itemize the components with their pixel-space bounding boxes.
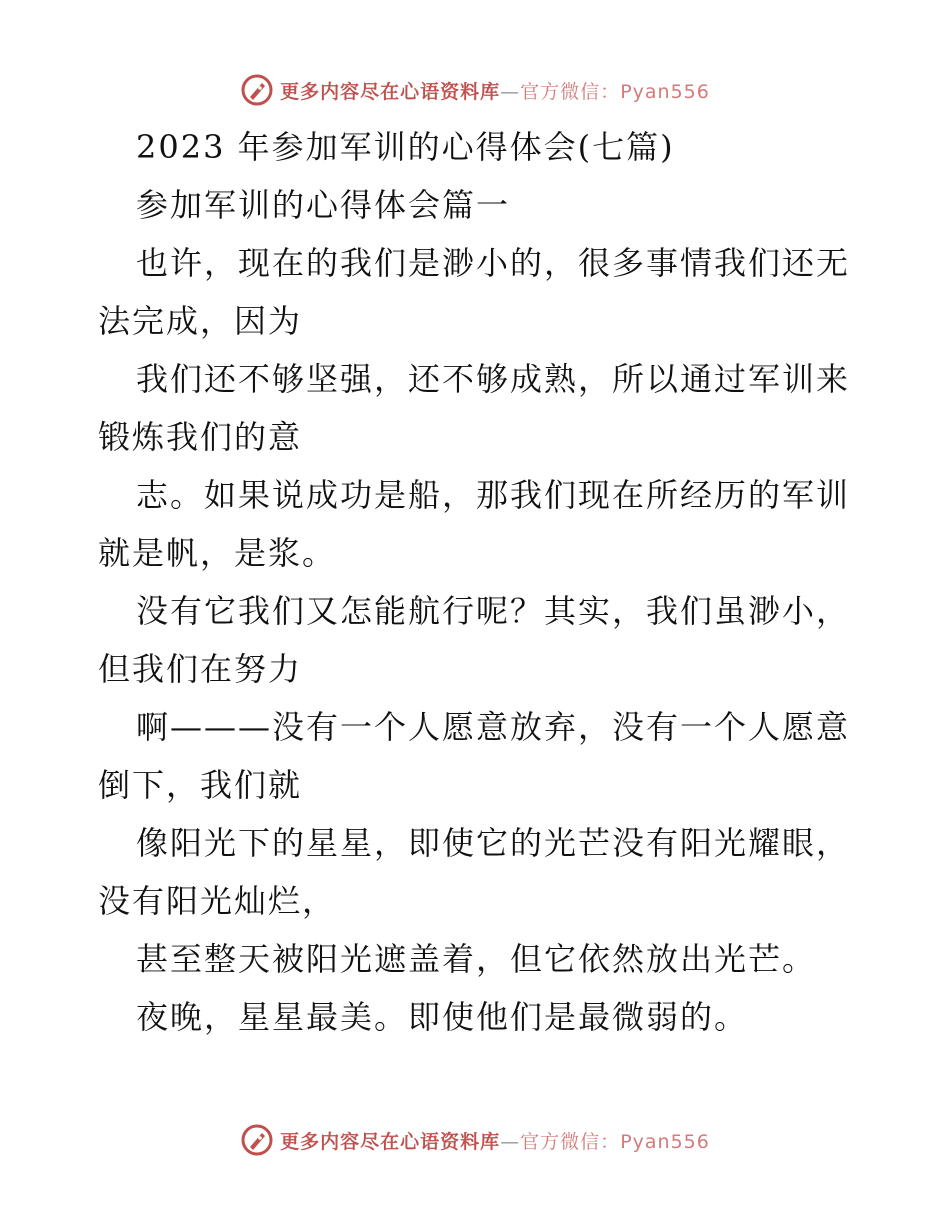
watermark-text: 更多内容尽在心语资料库—官方微信：Pyan556 bbox=[280, 80, 710, 103]
watermark-text: 更多内容尽在心语资料库—官方微信：Pyan556 bbox=[280, 1130, 710, 1153]
text-line: 没有阳光灿烂， bbox=[98, 882, 337, 920]
text-line: 也许，现在的我们是渺小的，很多事情我们还无 bbox=[136, 244, 851, 282]
text-line: 像阳光下的星星，即使它的光芒没有阳光耀眼， bbox=[136, 824, 851, 862]
text-line: 啊———没有一个人愿意放弃，没有一个人愿意 bbox=[136, 708, 851, 746]
text-line: 倒下，我们就 bbox=[98, 766, 303, 804]
text-line: 参加军训的心得体会篇一 bbox=[136, 186, 511, 224]
fountain-pen-seal-icon bbox=[240, 1123, 274, 1157]
text-line: 锻炼我们的意 bbox=[98, 418, 303, 456]
footer-watermark bbox=[0, 1120, 950, 1160]
text-line: 就是帆，是浆。 bbox=[98, 534, 337, 572]
text-line: 志。如果说成功是船，那我们现在所经历的军训 bbox=[136, 476, 851, 514]
header-watermark bbox=[0, 70, 950, 110]
text-line: 夜晚，星星最美。即使他们是最微弱的。 bbox=[136, 998, 749, 1036]
text-line: 我们还不够坚强，还不够成熟，所以通过军训来 bbox=[136, 360, 851, 398]
text-line: 但我们在努力 bbox=[98, 650, 303, 688]
text-line: 2023 年参加军训的心得体会(七篇) bbox=[136, 128, 675, 166]
text-line: 没有它我们又怎能航行呢？其实，我们虽渺小， bbox=[136, 592, 851, 630]
fountain-pen-seal-icon bbox=[240, 73, 274, 107]
text-line: 甚至整天被阳光遮盖着，但它依然放出光芒。 bbox=[136, 940, 817, 978]
text-line: 法完成，因为 bbox=[98, 302, 303, 340]
document-body bbox=[98, 118, 858, 1046]
